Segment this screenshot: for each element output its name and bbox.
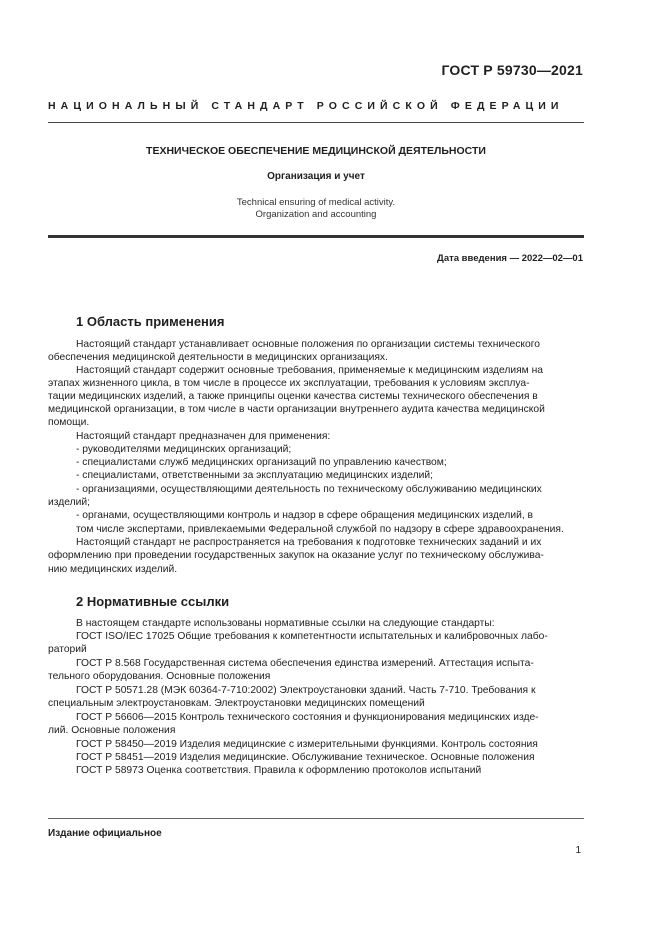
section-1-line: помощи. [48,417,90,428]
section-1-line: - органами, осуществляющими контроль и надзор в сфере обращения медицинских изделий, в [76,510,534,521]
official-edition-label: Издание официальное [48,828,162,839]
footer-divider [48,818,584,819]
introduction-date: Дата введения — 2022—02—01 [437,253,583,264]
section-1-heading: 1 Область применения [76,314,225,329]
section-2-line: ГОСТ Р 50571.28 (МЭК 60364-7-710:2002) Электроустановки зданий. Часть 7-710. Требования к [76,685,536,696]
section-1-line: обеспечения медицинской деятельности в медицинских организациях. [48,352,388,363]
section-2-line: ГОСТ ISO/IEC 17025 Общие требования к компетентности испытательных и калибровочных лабо- [76,631,548,642]
section-2-line: ГОСТ Р 8.568 Государственная система обеспечения единства измерений. Аттестация испыта- [76,658,534,669]
section-1-line: оформлению при проведении государственных закупок на оказание услуг по техническому обслужива- [48,550,544,561]
title-divider [48,235,584,238]
header-divider [48,122,584,123]
section-2-line: специальным электроустановкам. Электроустановки медицинских помещений [48,698,425,709]
section-1-line: Настоящий стандарт не распространяется на требования к подготовке технических заданий и их [76,537,542,548]
document-title: ТЕХНИЧЕСКОЕ ОБЕСПЕЧЕНИЕ МЕДИЦИНСКОЙ ДЕЯТЕЛЬНОСТИ [146,145,486,157]
section-1-line: том числе экспертами, привлекаемыми Федеральной службой по надзору в сфере здравоохранения. [76,524,564,535]
section-1-line: Настоящий стандарт устанавливает основные положения по организации системы технического [76,339,540,350]
section-2-line: тельного оборудования. Основные положения [48,671,271,682]
section-2-line: ГОСТ Р 58973 Оценка соответствия. Правила к оформлению протоколов испытаний [76,765,482,776]
document-subtitle: Организация и учет [267,171,365,182]
section-1-line: - организациями, осуществляющими деятельность по техническому обслуживанию медицинских [76,484,542,495]
section-1-line: изделий; [48,497,91,508]
section-2-line: ГОСТ Р 58450—2019 Изделия медицинские с измерительными функциями. Контроль состояния [76,739,538,750]
section-2-line: ГОСТ Р 58451—2019 Изделия медицинские. Обслуживание техническое. Основные положения [76,752,535,763]
section-1-line: - специалистами служб медицинских организаций по управлению качеством; [76,457,447,468]
section-2-line: лий. Основные положения [48,725,176,736]
section-1-line: - специалистами, ответственными за эксплуатацию медицинских изделий; [76,470,433,481]
english-title-line-2: Organization and accounting [255,209,377,220]
section-1-line: нию медицинских изделий. [48,564,178,575]
section-2-line: В настоящем стандарте использованы нормативные ссылки на следующие стандарты: [76,618,495,629]
standard-code: ГОСТ Р 59730—2021 [441,62,583,78]
national-standard-banner: НАЦИОНАЛЬНЫЙ СТАНДАРТ РОССИЙСКОЙ ФЕДЕРАЦИИ [48,100,564,112]
section-1-line: Настоящий стандарт содержит основные требования, применяемые к медицинским изделиям на [76,365,544,376]
english-title-line-1: Technical ensuring of medical activity. [236,197,396,208]
section-1-line: этапах жизненного цикла, в том числе в процессе их эксплуатации, требования к условиям эксплуа- [48,378,530,389]
section-2-line: ГОСТ Р 56606—2015 Контроль технического состояния и функционирования медицинских изде- [76,712,539,723]
section-1-line: Настоящий стандарт предназначен для применения: [76,431,331,442]
section-2-heading: 2 Нормативные ссылки [76,594,230,609]
section-1-line: медицинской организации, в том числе в части организации внутреннего аудита качества медицинской [48,404,545,415]
section-1-line: тации медицинских изделий, а также принципы оценки качества системы технического обеспечения в [48,391,538,402]
page-number: 1 [575,845,581,856]
section-1-line: - руководителями медицинских организаций; [76,444,292,455]
section-2-line: раторий [48,644,87,655]
